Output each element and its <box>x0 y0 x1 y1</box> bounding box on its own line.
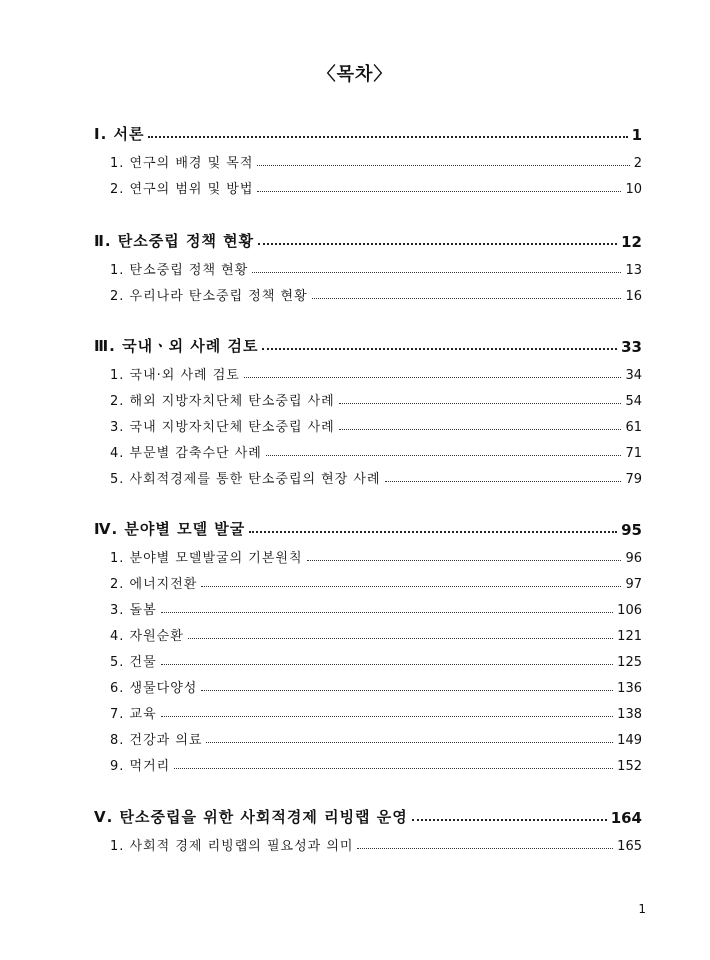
dot-leader <box>174 767 613 769</box>
toc-section-label: 3. 돌봄 <box>110 603 157 618</box>
toc-section-label: 2. 연구의 범위 및 방법 <box>110 182 254 197</box>
toc-section-entry[interactable] <box>94 252 642 278</box>
dot-leader <box>385 480 622 482</box>
toc-section-entry[interactable] <box>94 540 642 566</box>
toc-page-number: 12 <box>621 233 642 251</box>
toc-section-label: 1. 국내·외 사례 검토 <box>110 368 240 383</box>
toc-chapter-5 <box>94 801 642 854</box>
toc-section-entry[interactable] <box>94 618 642 644</box>
toc-section-entry[interactable] <box>94 145 642 171</box>
toc-page-number: 164 <box>610 809 642 827</box>
toc-section-label: 1. 사회적 경제 리빙랩의 필요성과 의미 <box>110 839 354 854</box>
dot-leader <box>312 297 622 299</box>
toc-section-entry[interactable] <box>94 171 642 197</box>
dot-leader <box>258 242 617 245</box>
toc-section-label: 2. 에너지전환 <box>110 577 198 592</box>
toc-page-number: 16 <box>625 289 642 304</box>
toc-page-number: 1 <box>631 126 642 144</box>
dot-leader <box>252 271 621 273</box>
toc-section-entry[interactable] <box>94 461 642 487</box>
toc-page-number: 71 <box>625 446 642 461</box>
toc-page-number: 136 <box>617 681 642 696</box>
toc-page-number: 149 <box>617 733 642 748</box>
toc-page-number: 121 <box>617 629 642 644</box>
toc-page-number: 95 <box>621 521 642 539</box>
toc-section-label: 1. 연구의 배경 및 목적 <box>110 156 254 171</box>
toc-section-entry[interactable] <box>94 592 642 618</box>
dot-leader <box>201 585 621 587</box>
dot-leader <box>161 715 614 717</box>
toc-chapter-label: Ⅲ. 국내ㆍ외 사례 검토 <box>94 337 259 355</box>
dot-leader <box>161 611 614 613</box>
toc-section-label: 6. 생물다양성 <box>110 681 198 696</box>
toc-page-number: 13 <box>625 263 642 278</box>
toc-chapter-3 <box>94 330 642 487</box>
toc-chapter-1 <box>94 118 642 197</box>
toc-chapter-entry[interactable] <box>94 118 642 144</box>
dot-leader <box>244 376 622 378</box>
toc-page-number: 79 <box>625 472 642 487</box>
dot-leader <box>188 637 613 639</box>
toc-page-number: 138 <box>617 707 642 722</box>
toc-page-number: 106 <box>617 603 642 618</box>
toc-page-number: 165 <box>617 839 642 854</box>
dot-leader <box>266 454 622 456</box>
toc-page-number: 33 <box>621 338 642 356</box>
dot-leader <box>307 559 622 561</box>
dot-leader <box>262 347 617 350</box>
toc-section-label: 8. 건강과 의료 <box>110 733 203 748</box>
toc-page-number: 152 <box>617 759 642 774</box>
toc-page-number: 54 <box>625 394 642 409</box>
toc-section-entry[interactable] <box>94 435 642 461</box>
toc-section-entry[interactable] <box>94 409 642 435</box>
footer-page-number: 1 <box>638 902 646 916</box>
toc-chapter-label: Ⅰ. 서론 <box>94 125 145 143</box>
toc-page-number: 96 <box>625 551 642 566</box>
toc-chapter-entry[interactable] <box>94 330 642 356</box>
dot-leader <box>339 428 622 430</box>
dot-leader <box>201 689 613 691</box>
toc-section-label: 3. 국내 지방자치단체 탄소중립 사례 <box>110 420 335 435</box>
dot-leader <box>148 135 627 138</box>
toc-section-label: 5. 사회적경제를 통한 탄소중립의 현장 사례 <box>110 472 381 487</box>
toc-chapter-label: Ⅱ. 탄소중립 정책 현황 <box>94 232 255 250</box>
toc-section-entry[interactable] <box>94 828 642 854</box>
toc-page-number: 61 <box>625 420 642 435</box>
toc-section-entry[interactable] <box>94 748 642 774</box>
toc-section-entry[interactable] <box>94 670 642 696</box>
dot-leader <box>412 818 607 821</box>
toc-section-label: 1. 분야별 모델발굴의 기본원칙 <box>110 551 303 566</box>
toc-section-label: 1. 탄소중립 정책 현황 <box>110 263 249 278</box>
toc-section-label: 4. 부문별 감축수단 사례 <box>110 446 262 461</box>
toc-section-label: 4. 자원순환 <box>110 629 184 644</box>
toc-chapter-4 <box>94 513 642 774</box>
toc-page-number: 10 <box>625 182 642 197</box>
toc-chapter-2 <box>94 225 642 304</box>
dot-leader <box>357 847 613 849</box>
toc-section-label: 9. 먹거리 <box>110 759 171 774</box>
table-of-contents <box>94 118 642 882</box>
toc-section-entry[interactable] <box>94 722 642 748</box>
toc-page-number: 34 <box>625 368 642 383</box>
page-title: 〈목차〉 <box>317 64 393 85</box>
dot-leader <box>339 402 622 404</box>
toc-section-label: 2. 우리나라 탄소중립 정책 현황 <box>110 289 308 304</box>
toc-section-label: 2. 해외 지방자치단체 탄소중립 사례 <box>110 394 335 409</box>
toc-section-label: 7. 교육 <box>110 707 157 722</box>
dot-leader <box>257 190 621 192</box>
toc-chapter-label: Ⅳ. 분야별 모델 발굴 <box>94 520 246 538</box>
toc-section-entry[interactable] <box>94 696 642 722</box>
dot-leader <box>161 663 614 665</box>
toc-chapter-label: Ⅴ. 탄소중립을 위한 사회적경제 리빙랩 운영 <box>94 808 408 826</box>
toc-chapter-entry[interactable] <box>94 801 642 827</box>
toc-section-label: 5. 건물 <box>110 655 157 670</box>
toc-page-number: 125 <box>617 655 642 670</box>
toc-section-entry[interactable] <box>94 383 642 409</box>
toc-chapter-entry[interactable] <box>94 225 642 251</box>
dot-leader <box>257 164 629 166</box>
toc-page-number: 2 <box>633 156 642 171</box>
toc-section-entry[interactable] <box>94 357 642 383</box>
toc-chapter-entry[interactable] <box>94 513 642 539</box>
toc-section-entry[interactable] <box>94 644 642 670</box>
toc-section-entry[interactable] <box>94 278 642 304</box>
toc-page-number: 97 <box>625 577 642 592</box>
dot-leader <box>249 530 617 533</box>
dot-leader <box>206 741 613 743</box>
toc-section-entry[interactable] <box>94 566 642 592</box>
